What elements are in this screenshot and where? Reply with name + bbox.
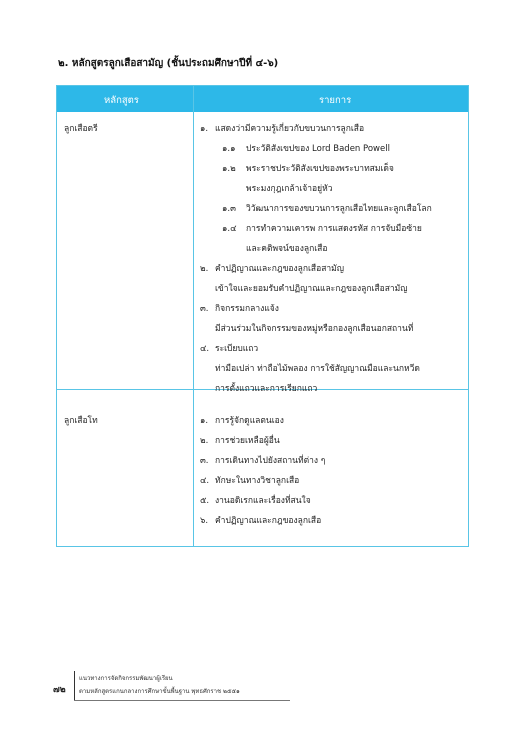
list-item bbox=[200, 359, 465, 379]
item-text: ทักษะในทางวิชาลูกเสือ bbox=[215, 476, 300, 486]
item-number: ๒. bbox=[200, 264, 209, 274]
list-item bbox=[200, 339, 465, 359]
list-item bbox=[200, 319, 465, 339]
item-number: ๔. bbox=[200, 344, 210, 354]
page-footer bbox=[53, 671, 293, 701]
subitem-text-continued: และคติพจน์ของลูกเสือ bbox=[246, 244, 328, 254]
subitem-text: ประวัติสังเขปของ Lord Baden Powell bbox=[246, 144, 390, 154]
item-number: ๓. bbox=[200, 456, 209, 466]
subitem-text-continued: พระมงกุฎเกล้าเจ้าอยู่หัว bbox=[246, 184, 333, 194]
header-course: หลักสูตร bbox=[104, 95, 139, 106]
item-text: การช่วยเหลือผู้อื่น bbox=[215, 436, 280, 446]
item-description: การตั้งแถวและการเรียกแถว bbox=[215, 384, 318, 394]
item-number: ๑. bbox=[200, 416, 209, 426]
list-item bbox=[200, 299, 465, 319]
list-item bbox=[200, 379, 465, 399]
item-number: ๑. bbox=[200, 124, 209, 134]
list-item bbox=[200, 451, 465, 471]
header-items: รายการ bbox=[319, 95, 352, 106]
item-number: ๕. bbox=[200, 496, 210, 506]
list-item bbox=[200, 259, 465, 279]
item-text: กิจกรรมกลางแจ้ง bbox=[215, 304, 279, 314]
footer-divider bbox=[74, 671, 75, 700]
list-item bbox=[200, 491, 465, 511]
subitem-number: ๑.๑ bbox=[222, 144, 236, 154]
subitem-number: ๑.๔ bbox=[222, 224, 237, 234]
item-description: เข้าใจและยอมรับคำปฏิญาณและกฎของลูกเสือสามัญ bbox=[215, 284, 408, 294]
subitem-number: ๑.๒ bbox=[222, 164, 236, 174]
list-item bbox=[200, 219, 465, 239]
page-number: ๗๒ bbox=[53, 685, 66, 695]
list-item bbox=[200, 139, 465, 159]
item-text: ระเบียบแถว bbox=[215, 344, 259, 354]
list-item bbox=[200, 199, 465, 219]
curriculum-table bbox=[56, 85, 469, 547]
item-text: แสดงว่ามีความรู้เกี่ยวกับขบวนการลูกเสือ bbox=[215, 124, 365, 134]
subitem-number: ๑.๓ bbox=[222, 204, 236, 214]
list-item bbox=[200, 511, 465, 531]
table-header bbox=[57, 86, 468, 112]
course-name: ลูกเสือโท bbox=[64, 416, 98, 426]
item-number: ๔. bbox=[200, 476, 210, 486]
list-item bbox=[200, 279, 465, 299]
item-number: ๒. bbox=[200, 436, 209, 446]
column-divider bbox=[193, 86, 194, 546]
item-description: ท่ามือเปล่า ท่าถือไม้พลอง การใช้สัญญาณมือและนกหวีด bbox=[215, 364, 420, 374]
list-item bbox=[200, 159, 465, 179]
item-text: งานอดิเรกและเรื่องที่สนใจ bbox=[215, 496, 311, 506]
footer-rule bbox=[74, 700, 290, 701]
course-items bbox=[200, 411, 465, 531]
footer-title: แนวทางการจัดกิจกรรมพัฒนาผู้เรียน bbox=[79, 675, 173, 682]
item-number: ๓. bbox=[200, 304, 209, 314]
course-items bbox=[200, 119, 465, 399]
item-text: การรู้จักดูแลตนเอง bbox=[215, 416, 284, 426]
footer-subtitle: ตามหลักสูตรแกนกลางการศึกษาขั้นพื้นฐาน พุทธศักราช ๒๕๕๑ bbox=[79, 688, 240, 695]
subitem-text: การทำความเคารพ การแสดงรหัส การจับมือซ้าย bbox=[246, 224, 422, 234]
item-number: ๖. bbox=[200, 516, 209, 526]
item-text: คำปฏิญาณและกฎของลูกเสือ bbox=[215, 516, 322, 526]
course-name: ลูกเสือตรี bbox=[64, 124, 98, 134]
list-item bbox=[200, 239, 465, 259]
item-description: มีส่วนร่วมในกิจกรรมของหมู่หรือกองลูกเสือนอกสถานที่ bbox=[215, 324, 414, 334]
list-item bbox=[200, 471, 465, 491]
list-item bbox=[200, 431, 465, 451]
subitem-text: วิวัฒนาการของขบวนการลูกเสือไทยและลูกเสือโลก bbox=[246, 204, 432, 214]
item-text: การเดินทางไปยังสถานที่ต่าง ๆ bbox=[215, 456, 326, 466]
list-item bbox=[200, 119, 465, 139]
section-heading: ๒. หลักสูตรลูกเสือสามัญ (ชั้นประถมศึกษาปีที่ ๔-๖) bbox=[58, 58, 279, 69]
list-item bbox=[200, 179, 465, 199]
list-item bbox=[200, 411, 465, 431]
item-text: คำปฏิญาณและกฎของลูกเสือสามัญ bbox=[215, 264, 344, 274]
subitem-text: พระราชประวัติสังเขปของพระบาทสมเด็จ bbox=[246, 164, 394, 174]
